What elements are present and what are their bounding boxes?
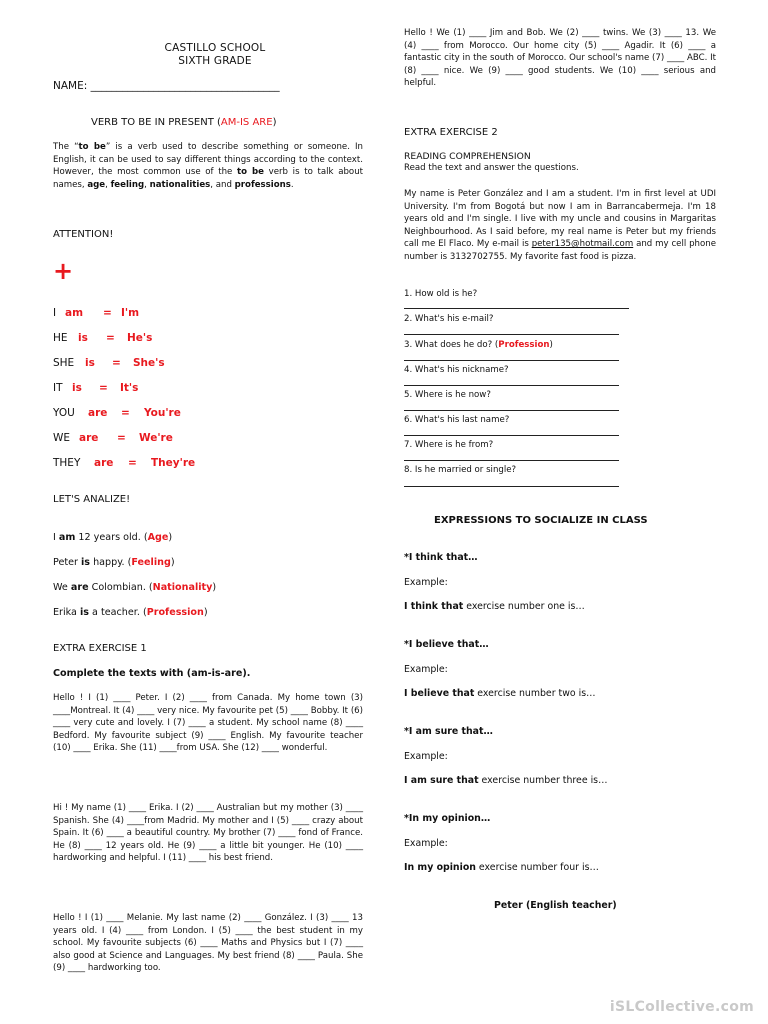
question: 5. Where is he now?: [404, 390, 491, 400]
attention-label: ATTENTION!: [53, 229, 114, 240]
exercise2-subtitle: READING COMPREHENSION: [404, 151, 531, 162]
school-name: CASTILLO SCHOOL: [164, 42, 266, 54]
answer-line[interactable]: [404, 350, 619, 361]
expression-heading: *I believe that…: [404, 639, 489, 650]
grade-label: SIXTH GRADE: [178, 55, 252, 67]
conjugation-row: I am = I'm: [53, 307, 140, 319]
conjugation-row: IT is = It's: [53, 382, 139, 394]
example-label: Example:: [404, 751, 448, 762]
expression-heading: *In my opinion…: [404, 813, 491, 824]
name-field[interactable]: NAME: ____________________________________: [53, 80, 280, 92]
conjugation-row: WE are = We're: [53, 432, 173, 444]
exercise1-text-3: Hello ! I (1) ____ Melanie. My last name (2) ____ González. I (3) ____ 13 years old. I (4) ____ from London. I (5) ____ the best student in my school. My favourite subjects (6) ____ Maths and Physics but I (7) ____ also good at Science and Languages. My best friend (8) ____ Paula. She (9) ____ hardworking too.: [53, 913, 363, 974]
question: 7. Where is he from?: [404, 440, 494, 450]
intro-paragraph: The “to be” is a verb used to describe something or someone. In English, it can be used to say different things according to the context. However, the most common use of the to be verb is to talk about names, age, feeling, nationalities, and professions.: [53, 142, 364, 190]
example-label: Example:: [404, 838, 448, 849]
exercise2-title: EXTRA EXERCISE 2: [404, 127, 498, 138]
expressions-title: EXPRESSIONS TO SOCIALIZE IN CLASS: [434, 515, 648, 526]
expression-example: In my opinion exercise number four is…: [404, 862, 599, 873]
analyze-example: I am 12 years old. (Age): [53, 532, 173, 543]
expression-heading: *I am sure that…: [404, 726, 493, 737]
exercise1-text-2: Hi ! My name (1) ____ Erika. I (2) ____ Australian but my mother (3) ____ Spanish. She (4) ____from Madrid. My mother and I (5) ____ crazy about Spain. It (6) ____ a beautiful country. My brother (7) ____ fond of France. He (8) ____ 12 years old. He (9) ____ a little bit younger. He (10) ____ hardworking and helpful. I (11) ____ his best friend.: [53, 803, 363, 864]
answer-line[interactable]: [404, 425, 619, 436]
conjugation-row: SHE is = She's: [53, 357, 165, 369]
answer-line[interactable]: [404, 450, 619, 461]
answer-line[interactable]: [404, 400, 619, 411]
conjugation-row: YOU are = You're: [53, 407, 181, 419]
plus-icon: +: [53, 257, 74, 285]
exercise2-instruction: Read the text and answer the questions.: [404, 163, 579, 173]
watermark-logo: iSLCollective.com: [609, 999, 754, 1015]
answer-line[interactable]: [404, 324, 619, 335]
expression-example: I think that exercise number one is…: [404, 601, 585, 612]
conjugation-list: [53, 307, 253, 477]
conjugation-row: THEY are = They're: [53, 457, 196, 469]
analyze-example: We are Colombian. (Nationality): [53, 582, 217, 593]
question: 2. What's his e-mail?: [404, 314, 494, 324]
reading-text: My name is Peter González and I am a student. I'm in first level at UDI University. I'm from Bogotá but now I am in Barrancabermeja. I'm 18 years old and I'm single. I live with my uncle and cousins in Margaritas Neighbourhood. As I said before, my real name is Peter but my friends call me El Flaco. My e-mail is peter135@hotmail.com and my cell phone number is 3132702755. My favorite fast food is pizza.: [404, 189, 716, 262]
twins-text: Hello ! We (1) ____ Jim and Bob. We (2) ____ twins. We (3) ____ 13. We (4) ____ from Morocco. Our home city (5) ____ Agadir. It (6) ____ a fantastic city in the south of Morocco. Our school's name (7) ____ ABC. It (8) ____ nice. We (9) ____ good students. We (10) ____ serious and helpful.: [404, 28, 716, 89]
analyze-example: Erika is a teacher. (Profession): [53, 607, 208, 618]
question: 6. What's his last name?: [404, 415, 510, 425]
answer-line[interactable]: [404, 476, 619, 487]
answer-line[interactable]: [404, 375, 619, 386]
exercise1-instruction: Complete the texts with (am-is-are).: [53, 668, 251, 679]
expression-heading: *I think that…: [404, 552, 478, 563]
answer-line[interactable]: [404, 298, 629, 309]
question: 1. How old is he?: [404, 289, 478, 299]
email-link: peter135@hotmail.com: [531, 239, 634, 250]
question: 3. What does he do? (Profession): [404, 340, 553, 350]
question: 4. What's his nickname?: [404, 365, 509, 375]
intro-title: VERB TO BE IN PRESENT (AM-IS ARE): [91, 117, 277, 128]
analyze-example: Peter is happy. (Feeling): [53, 557, 175, 568]
example-label: Example:: [404, 664, 448, 675]
example-label: Example:: [404, 577, 448, 588]
exercise1-text-1: Hello ! I (1) ____ Peter. I (2) ____ from Canada. My home town (3) ____Montreal. It (4) ____ very nice. My favourite pet (5) ____ Bobby. It (6) ____ very cute and lovely. I (7) ____ a student. My school name (8) ____ Bedford. My favourite subject (9) ____ English. My favourite teacher (10) ____ Erika. She (11) ____from USA. She (12) ____ wonderful.: [53, 693, 363, 754]
signature: Peter (English teacher): [494, 900, 617, 911]
expression-example: I believe that exercise number two is…: [404, 688, 596, 699]
exercise1-title: EXTRA EXERCISE 1: [53, 643, 147, 654]
conjugation-row: HE is = He's: [53, 332, 153, 344]
analyze-label: LET'S ANALIZE!: [53, 494, 131, 505]
question: 8. Is he married or single?: [404, 465, 517, 475]
expression-example: I am sure that exercise number three is…: [404, 775, 608, 786]
